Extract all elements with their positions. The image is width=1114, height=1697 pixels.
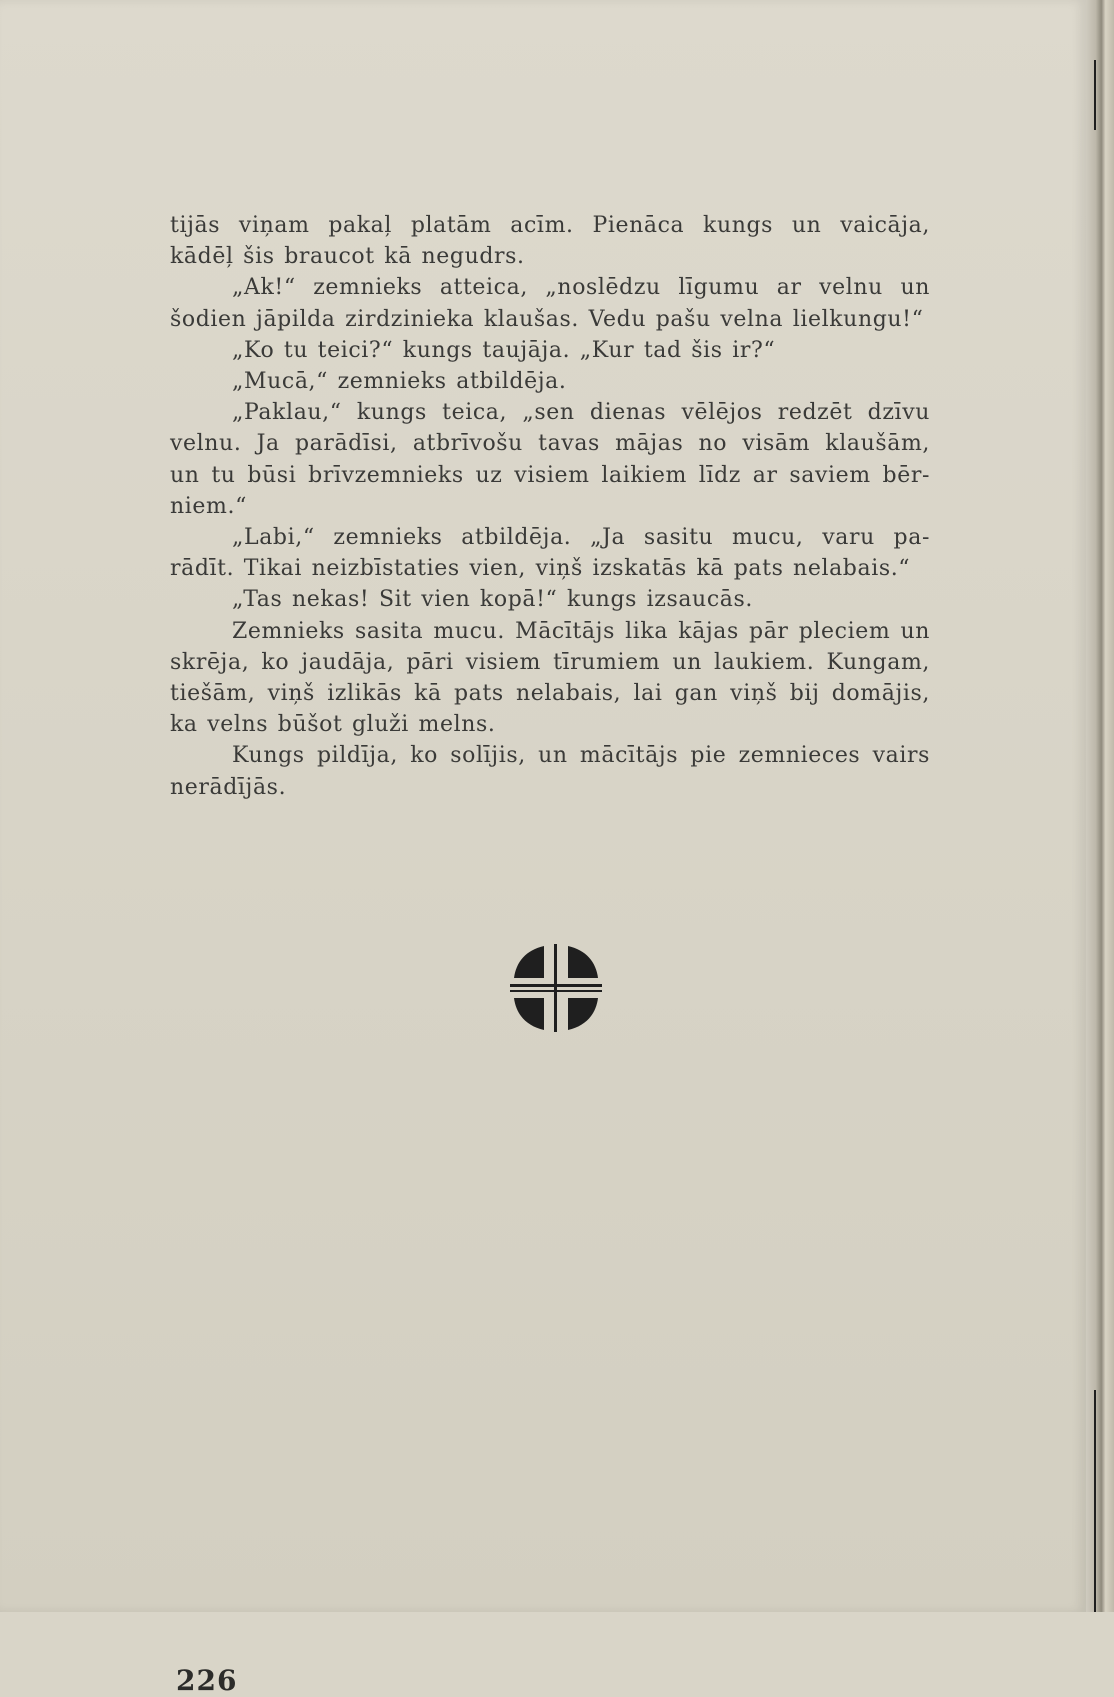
text-line: skrēja, ko jaudāja, pāri visiem tīrumiem un laukiem. Kungam, xyxy=(170,649,930,675)
text-line: šodien jāpilda zirdzinieka klaušas. Vedu pašu velna lielkungu!“ xyxy=(170,306,924,332)
text-line: Zemnieks sasita mucu. Mācītājs lika kājas pār pleciem un xyxy=(232,618,930,644)
text-line: „Paklau,“ kungs teica, „sen dienas vēlējos redzēt dzīvu xyxy=(232,400,930,426)
text-line: kādēļ šis braucot kā negudrs. xyxy=(170,244,525,270)
text-line: „Ak!“ zemnieks atteica, „noslēdzu līgumu ar velnu un xyxy=(232,275,930,301)
page-edge xyxy=(1086,0,1114,1612)
text-line: „Labi,“ zemnieks atbildēja. „Ja sasitu mucu, varu pa- xyxy=(232,525,930,551)
text-line: tijās viņam pakaļ platām acīm. Pienāca kungs un vaicāja, xyxy=(170,213,930,238)
text-line: ka velns būšot gluži melns. xyxy=(170,712,496,738)
text-line: Kungs pildīja, ko solījis, un mācītājs pie zemnieces vairs xyxy=(232,743,930,769)
text-line: un tu būsi brīvzemnieks uz visiem laikiem līdz ar saviem bēr- xyxy=(170,462,930,488)
text-line: rādīt. Tikai neizbīstaties vien, viņš izskatās kā pats nelabais.“ xyxy=(170,556,911,582)
text-line: nerādījās. xyxy=(170,774,287,800)
page-number: 226 xyxy=(176,1664,238,1697)
text-line: „Tas nekas! Sit vien kopā!“ kungs izsaucās. xyxy=(232,587,753,613)
text-line: tiešām, viņš izlikās kā pats nelabais, lai gan viņš bij domājis, xyxy=(170,681,930,707)
cross-ornament-icon xyxy=(510,944,602,1032)
text-line: velnu. Ja parādīsi, atbrīvošu tavas mājas no visām klaušām, xyxy=(170,431,930,457)
body-text xyxy=(170,210,930,803)
edge-mark xyxy=(1094,1390,1096,1612)
text-line: „Ko tu teici?“ kungs taujāja. „Kur tad šis ir?“ xyxy=(232,337,776,363)
text-line: „Mucā,“ zemnieks atbildēja. xyxy=(232,369,567,395)
edge-mark xyxy=(1094,60,1096,130)
text-line: niem.“ xyxy=(170,493,247,519)
